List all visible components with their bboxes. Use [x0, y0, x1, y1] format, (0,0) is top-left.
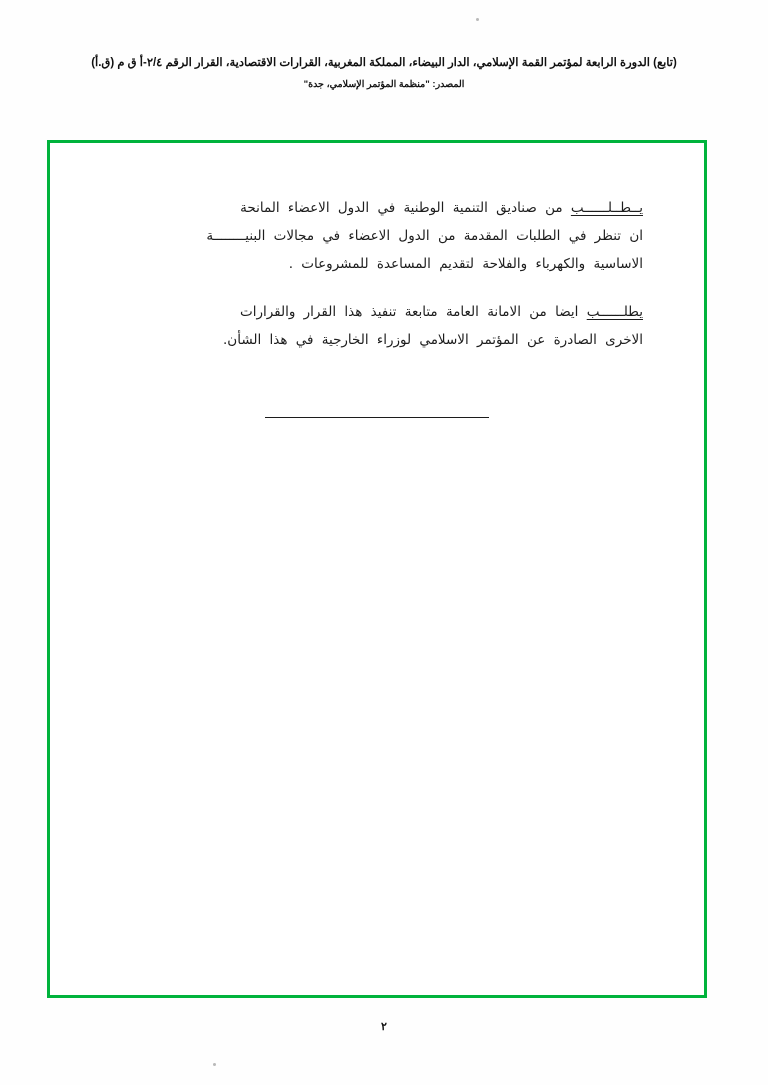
paragraph-1-lead-word: يــطــلــــــب [570, 200, 643, 216]
paragraph-1-line-3 [111, 250, 643, 278]
page-number: ٢ [381, 1021, 387, 1033]
paragraph-2-line-1 [111, 298, 643, 326]
paragraph-1 [111, 194, 643, 278]
scan-speck-bottom-icon [213, 1063, 216, 1066]
green-bordered-frame [47, 140, 707, 998]
paragraph-1-line-1 [111, 194, 643, 222]
paragraph-2-lead-word: يطلــــــب [586, 304, 643, 320]
paragraph-1-text-2: ان تنظر في الطلبات المقدمة من الدول الاعضاء في مجالات البنيــــــــة [206, 228, 643, 244]
section-separator [56, 417, 698, 418]
paragraph-1-text-3: الاساسية والكهرباء والفلاحة لتقديم المساعدة للمشروعات . [288, 256, 643, 272]
paragraph-2-text-1: ايضا من الامانة العامة متابعة تنفيذ هذا القرار والقرارات [239, 304, 579, 320]
document-header [0, 55, 768, 90]
header-title-line: (تابع) الدورة الرابعة لمؤتمر القمة الإسلامي، الدار البيضاء، المملكة المغربية، القرارات الاقتصادية، القرار الرقم ٢/٤-أ ق م (ق.أ) [91, 57, 677, 69]
header-source-line: المصدر: "منظمة المؤتمر الإسلامي، جدة" [303, 79, 465, 90]
paragraph-2-line-2 [111, 326, 643, 354]
paragraph-2-text-2: الاخرى الصادرة عن المؤتمر الاسلامي لوزراء الخارجية في هذا الشأن. [223, 332, 643, 348]
frame-inner-area [55, 148, 699, 990]
scan-speck-top-icon [476, 18, 479, 21]
paragraph-2 [111, 298, 643, 354]
separator-rule [265, 417, 489, 418]
document-body [111, 194, 643, 374]
paragraph-1-text-1: من صناديق التنمية الوطنية في الدول الاعضاء المانحة [240, 200, 563, 216]
paragraph-1-line-2 [111, 222, 643, 250]
